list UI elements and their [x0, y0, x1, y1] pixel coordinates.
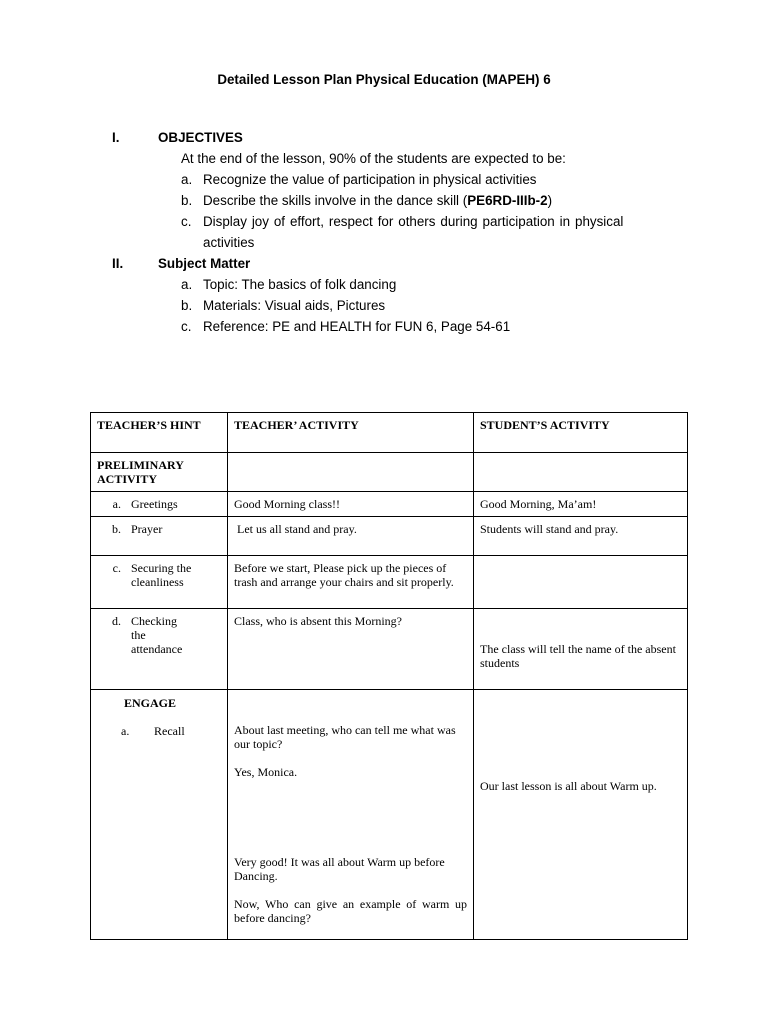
- student-activity-cell: [474, 556, 688, 609]
- engage-label: ENGAGE: [124, 696, 177, 710]
- subject-text: Reference: PE and HEALTH for FUN 6, Page 54-61: [203, 319, 511, 334]
- list-marker: b.: [181, 298, 193, 313]
- row-marker: c.: [112, 561, 121, 575]
- hint-cell: [91, 556, 228, 609]
- objectives-heading: OBJECTIVES: [158, 130, 243, 145]
- recall-hint: [97, 724, 221, 738]
- teacher-line: Yes, Monica.: [234, 765, 298, 779]
- lesson-plan-table: [90, 412, 688, 940]
- teacher-activity-cell: Class, who is absent this Morning?: [228, 609, 474, 690]
- objective-text: Display joy of effort, respect for others during participation in physical: [203, 214, 624, 229]
- list-marker: a.: [181, 277, 193, 292]
- table-row-engage: [91, 690, 688, 940]
- student-activity-cell: The class will tell the name of the absent students: [474, 609, 688, 690]
- hint-cell: [91, 517, 228, 556]
- teacher-line: Very good! It was all about Warm up before Dancing.: [234, 855, 445, 883]
- hint-label: Prayer: [131, 522, 163, 536]
- subject-item: [181, 319, 510, 334]
- subject-text: Topic: The basics of folk dancing: [203, 277, 397, 292]
- subject-matter-number: II.: [112, 256, 124, 271]
- list-marker: a.: [181, 172, 193, 187]
- subject-matter-heading: Subject Matter: [158, 256, 251, 271]
- document-title: Detailed Lesson Plan Physical Education (MAPEH) 6: [217, 72, 551, 87]
- subject-text: Materials: Visual aids, Pictures: [203, 298, 386, 313]
- table-row: [91, 453, 688, 492]
- teacher-activity-cell: Let us all stand and pray.: [228, 517, 474, 556]
- teacher-activity-cell: Before we start, Please pick up the pieces of trash and arrange your chairs and sit properly.: [228, 556, 474, 609]
- hint-cell: [91, 492, 228, 517]
- objective-text: Recognize the value of participation in physical activities: [203, 172, 537, 187]
- table-row: [91, 517, 688, 556]
- student-activity-cell: Students will stand and pray.: [474, 517, 688, 556]
- subject-item: [181, 277, 396, 292]
- preliminary-activity-label: PRELIMINARY ACTIVITY: [91, 453, 228, 492]
- list-marker: b.: [181, 193, 193, 208]
- objective-item: [181, 193, 552, 208]
- list-marker: c.: [181, 214, 192, 229]
- table-row: [91, 556, 688, 609]
- table-row: [91, 492, 688, 517]
- empty-cell: [228, 453, 474, 492]
- objective-item: [181, 172, 536, 187]
- row-marker: b.: [112, 522, 121, 536]
- table-header-row: [91, 413, 688, 453]
- row-marker: d.: [112, 614, 121, 628]
- teacher-line: Now, Who can give an example of warm up before dancing?: [234, 897, 467, 925]
- list-marker: c.: [181, 319, 192, 334]
- subject-item: [181, 298, 385, 313]
- objective-text: Describe the skills involve in the dance skill (: [203, 193, 468, 208]
- table-row: [91, 609, 688, 690]
- teacher-activity-cell: [228, 690, 474, 940]
- hint-label: Checking the attendance: [131, 614, 183, 656]
- student-activity-cell: [474, 690, 688, 940]
- hint-label: Securing the cleanliness: [131, 561, 192, 589]
- objective-item: [181, 214, 677, 229]
- recall-label: Recall: [154, 724, 185, 738]
- hint-cell: [91, 609, 228, 690]
- objectives-intro: At the end of the lesson, 90% of the students are expected to be:: [181, 151, 566, 166]
- row-marker: a.: [112, 497, 121, 511]
- objective-continuation: activities: [203, 235, 255, 250]
- competency-code: PE6RD-IIIb-2: [467, 193, 548, 208]
- teacher-activity-cell: Good Morning class!!: [228, 492, 474, 517]
- engage-hint-cell: [91, 690, 228, 940]
- header-teachers-hint: TEACHER’S HINT: [91, 413, 228, 453]
- student-response: Our last lesson is all about Warm up.: [480, 779, 657, 793]
- objectives-number: I.: [112, 130, 120, 145]
- header-student-activity: STUDENT’S ACTIVITY: [474, 413, 688, 453]
- hint-label: Greetings: [131, 497, 178, 511]
- header-teacher-activity: TEACHER’ ACTIVITY: [228, 413, 474, 453]
- row-marker: a.: [121, 724, 130, 738]
- student-activity-cell: Good Morning, Ma’am!: [474, 492, 688, 517]
- objective-text-end: ): [547, 193, 553, 208]
- empty-cell: [474, 453, 688, 492]
- teacher-line: About last meeting, who can tell me what was our topic?: [234, 723, 456, 751]
